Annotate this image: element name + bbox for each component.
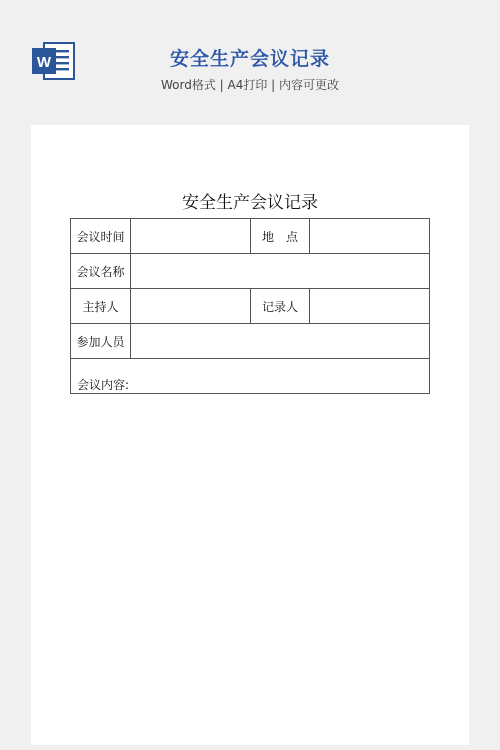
attendees-field[interactable] [131, 324, 430, 359]
meeting-content-label: 会议内容: [77, 378, 130, 392]
header [0, 0, 500, 110]
attendees-label: 参加人员 [71, 324, 131, 359]
page-subtitle: Word格式 | A4打印 | 内容可更改 [160, 78, 340, 92]
document-title: 安全生产会议记录 [182, 193, 318, 213]
host-field[interactable] [131, 289, 251, 324]
meeting-name-field[interactable] [131, 254, 430, 289]
page-title: 安全生产会议记录 [169, 48, 330, 70]
form-row [71, 289, 430, 324]
word-icon-letter: W [36, 54, 52, 71]
host-label: 主持人 [71, 289, 131, 324]
meeting-time-field[interactable] [131, 219, 251, 254]
location-field[interactable] [310, 219, 430, 254]
recorder-field[interactable] [310, 289, 430, 324]
document-page [31, 125, 469, 745]
form-row [71, 219, 430, 254]
recorder-label: 记录人 [251, 289, 310, 324]
meeting-name-label: 会议名称 [71, 254, 131, 289]
meeting-content-field[interactable] [71, 359, 430, 394]
form-row [71, 324, 430, 359]
meeting-time-label: 会议时间 [71, 219, 131, 254]
meeting-record-form [70, 218, 430, 394]
form-row [71, 254, 430, 289]
form-row [71, 359, 430, 394]
location-label: 地 点 [251, 219, 310, 254]
